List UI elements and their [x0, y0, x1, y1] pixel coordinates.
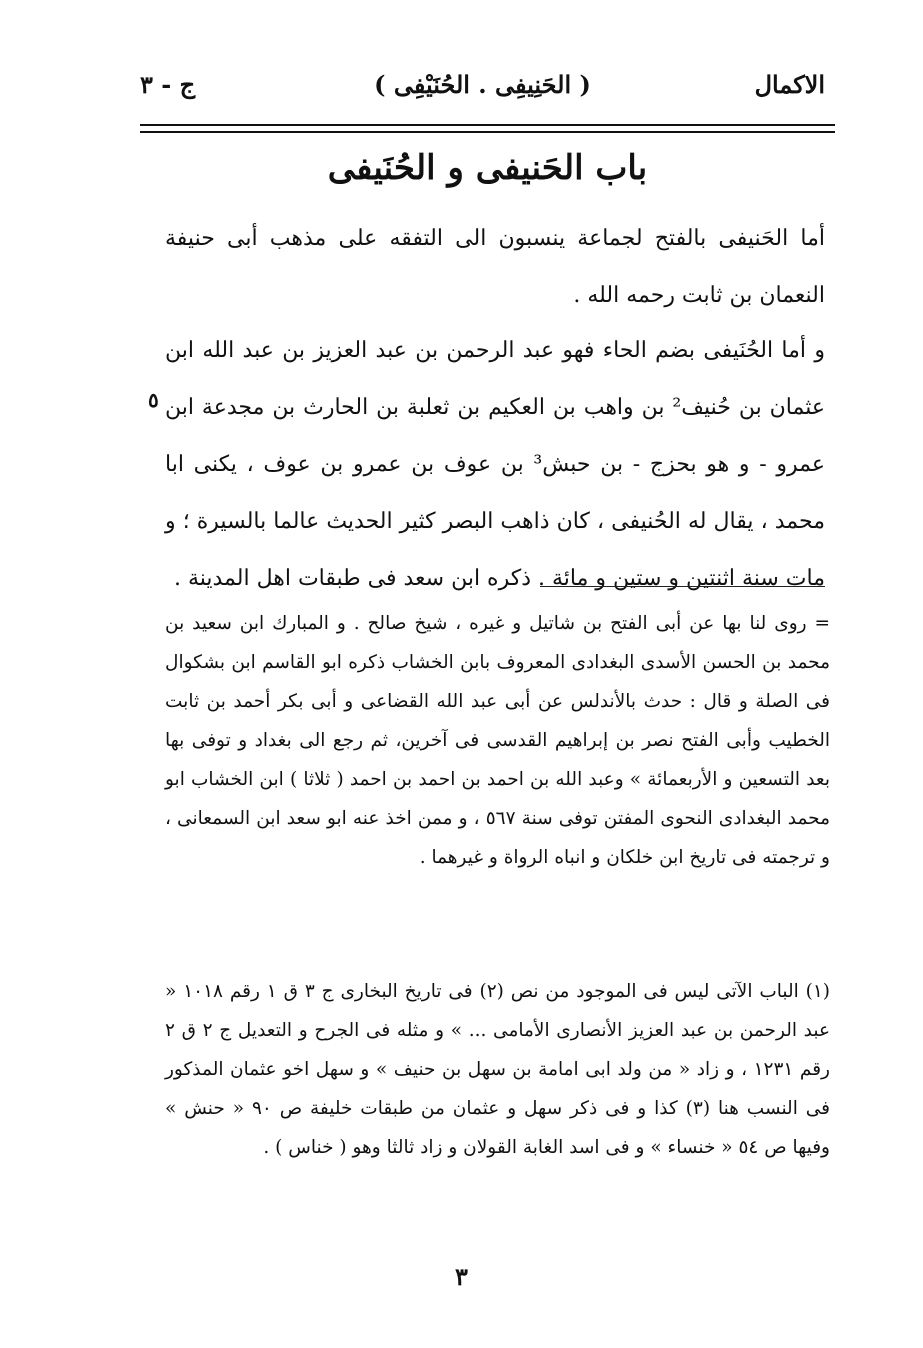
section-title: باب الحَنيفى و الحُنَيفى — [327, 148, 648, 188]
page-number: ٣ — [455, 1262, 468, 1291]
header-volume-number: ج - ٣ — [140, 70, 196, 99]
paragraph-text: و أما الحُنَيفى بضم الحاء فهو عبد الرحمن بن عبد العزيز بن عبد الله ابن عثمان بن حُنيف² بن واهب بن العكيم بن ثعلبة بن الحارث بن مجدعة ابن عمرو - و هو بحزج - بن حبش³ بن عوف بن عمرو بن عوف ، يكنى ابا محمد ، يقال له الحُنيفى ، كان ذاهب البصر كثير الحديث عالما بالسيرة ؛ و مات سنة اثنتين و ستين و مائة . ذكره ابن سعد فى طبقات اهل المدينة . — [165, 338, 825, 591]
footnotes-block — [165, 972, 830, 1167]
footnote-text: = روى لنا بها عن أبى الفتح بن شاتيل و غيره ، شيخ صالح . و المبارك ابن سعيد بن محمد بن الحسن الأسدى البغدادى المعروف بابن الخشاب ذكره ابو القاسم ابن بشكوال فى الصلة و قال : حدث بالأندلس عن أبى عبد الله القضاعى و أبى بكر أحمد بن ثابت الخطيب وأبى الفتح نصر بن إبراهيم القدسى فى آخرين، ثم رجع الى بغداد و توفى بها بعد التسعين و الأربعمائة » وعبد الله بن احمد بن احمد بن احمد ( ثلاثا ) ابن الخشاب ابو محمد البغدادى النحوى المفتن توفى سنة ٥٦٧ ، و ممن اخذ عنه ابو سعد ابن السمعانى ، و ترجمته فى تاريخ ابن خلكان و انباه الرواة و غيرهما . — [165, 613, 831, 868]
paragraph-text: أما الحَنيفى بالفتح لجماعة ينسبون الى التفقه على مذهب أبى حنيفة النعمان بن ثابت رحمه الله . — [165, 226, 825, 308]
footnote-continuation — [165, 604, 830, 877]
footnote-separator-rule — [540, 586, 825, 587]
footnote-text: (١) الباب الآتى ليس فى الموجود من نص (٢) فى تاريخ البخارى ج ٣ ق ١ رقم ١٠١٨ « عبد الرحمن بن عبد العزيز الأنصارى الأمامى ... » و مثله فى الجرح و التعديل ج ٢ ق ٢ رقم ١٢٣١ ، و زاد « من ولد ابى امامة بن سهل بن حنيف » و سهل اخو عثمان المذكور فى النسب هنا (٣) كذا و فى ذكر سهل و عثمان من طبقات خليفة ص ٩٠ « حنش » وفيها ص ٥٤ « خنساء » و فى اسد الغابة القولان و زاد ثالثا وهو ( خناس ) . — [165, 981, 830, 1158]
line-number-marker: ٥ — [148, 388, 159, 412]
body-paragraph-2 — [165, 322, 825, 607]
header-book-title: الاكمال — [754, 70, 825, 99]
header-double-rule — [140, 124, 835, 133]
page-header — [140, 70, 825, 114]
header-chapter-title: ( الحَنِيفِى . الحُنَيْفِى ) — [374, 70, 591, 99]
body-paragraph-1 — [165, 210, 825, 324]
